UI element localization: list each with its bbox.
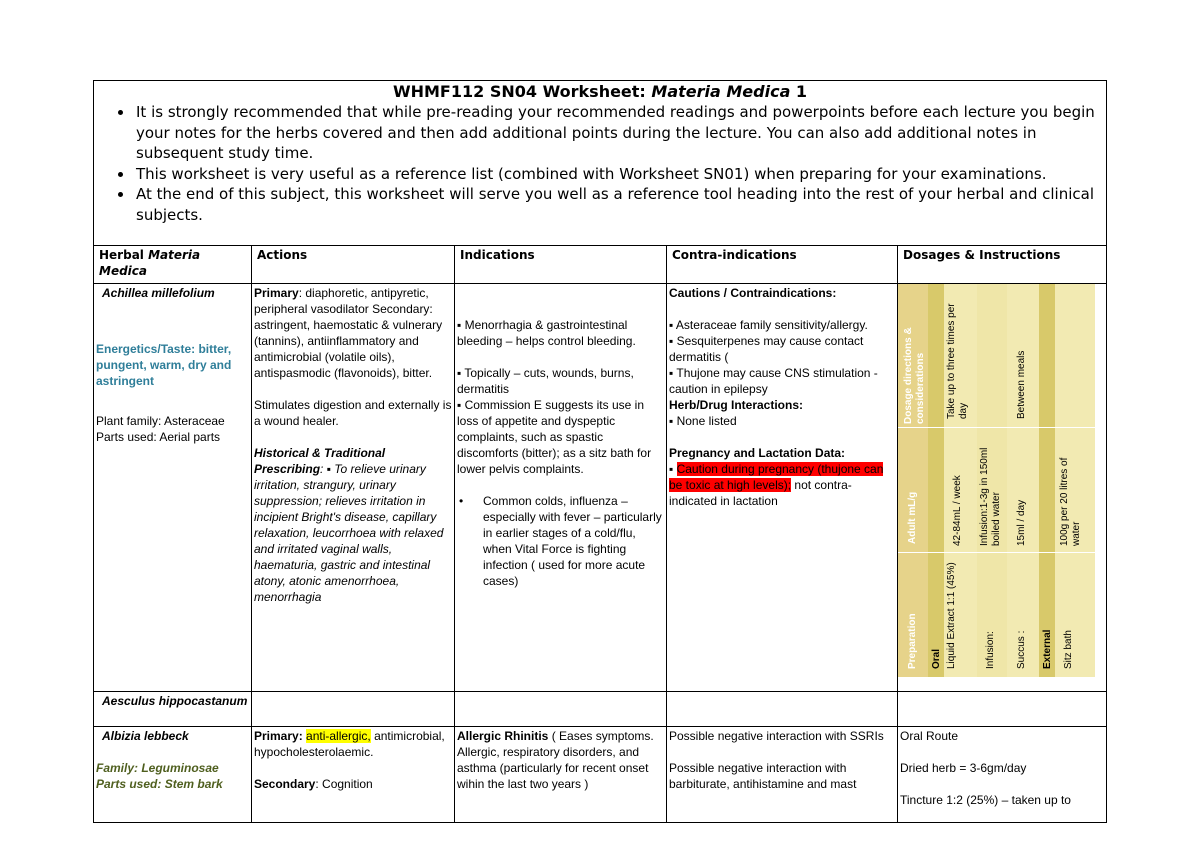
- contra-cell-albizia: [667, 727, 898, 823]
- indication-item: ▪ Commission E suggests its use in loss of appetite and dyspeptic complaints, such as spastic discomforts (bitter); as a sitz bath for lower pelvis complaints.: [457, 398, 652, 476]
- herb-cell-aesculus: [94, 692, 252, 727]
- col-header-herbal-b: Materia Medica: [99, 248, 201, 278]
- table-row: [94, 727, 1107, 823]
- indication-label: Allergic Rhinitis: [457, 729, 549, 743]
- energetics-text: Energetics/Taste: bitter, pungent, warm, dry and astringent: [96, 342, 232, 388]
- actions-primary: [254, 728, 452, 760]
- dose-succus-amount: 15ml / day: [1016, 499, 1027, 546]
- dose-external: External: [1042, 629, 1053, 669]
- pregnancy-lactation-text: not contra-indicated in lactation: [669, 478, 852, 508]
- dose-item: Dried herb = 3-6gm/day: [900, 761, 1027, 775]
- table-row: [94, 692, 1107, 727]
- title-italic: Materia Medica: [651, 82, 791, 101]
- parts-used: Parts used: Aerial parts: [96, 430, 221, 444]
- dose-succus: Succus :: [1016, 630, 1027, 669]
- worksheet-header: [94, 81, 1107, 246]
- dose-item: Tincture 1:2 (25%) – taken up to: [900, 793, 1071, 807]
- worksheet-page: [93, 80, 1106, 823]
- instruction-list: [98, 102, 1102, 225]
- table-row: [94, 284, 1107, 692]
- pregnancy-item: [669, 461, 895, 509]
- instruction-item: • At the end of this subject, this worksheet will serve you well as a reference tool heading into the rest of your herbal and clinical subjects.: [134, 184, 1102, 225]
- herb-name: Albizia lebbeck: [102, 729, 189, 743]
- secondary-label: Secondary: [254, 777, 316, 791]
- herb-name: Aesculus hippocastanum: [102, 694, 248, 708]
- dose-header-directions: Dosage directions & considerations: [903, 327, 926, 424]
- dose-divider: [898, 427, 1096, 428]
- actions-cell-albizia: [252, 727, 455, 823]
- herb-cell-achillea: [94, 284, 252, 692]
- actions-cell-aesculus: [252, 692, 455, 727]
- actions-cell-achillea: [252, 284, 455, 692]
- actions-secondary: [254, 776, 452, 792]
- col-header-indications: Indications: [455, 246, 667, 284]
- dose-infusion-amount: Infusion:1-3g in 150ml boiled water: [979, 447, 1002, 546]
- dose-liquid-extract-directions: Take up to three times per day: [946, 303, 969, 419]
- dose-liquid-extract: Liquid Extract 1:1 (45%): [946, 562, 957, 669]
- indications-cell-albizia: [455, 727, 667, 823]
- herbdrug-item: ▪ None listed: [669, 414, 737, 428]
- indication-item: [457, 493, 664, 589]
- col-header-dosages: Dosages & Instructions: [898, 246, 1107, 284]
- secondary-text: : Cognition: [315, 777, 373, 791]
- contra-item: ▪ Sesquiterpenes may cause contact dermatitis (: [669, 334, 864, 364]
- col-header-herbal: [94, 246, 252, 284]
- contra-item: ▪ Asteraceae family sensitivity/allergy.: [669, 318, 868, 332]
- indications-cell-aesculus: [455, 692, 667, 727]
- primary-label: Primary: [254, 286, 299, 300]
- indication-text: ( Eases symptoms. Allergic, respiratory disorders, and asthma (particularly for recent onset wihin the last two years ): [457, 729, 654, 791]
- dosage-table-image: [898, 284, 1098, 677]
- family-parts-text: Family: Leguminosae Parts used: Stem bark: [96, 761, 223, 791]
- bullet: •: [459, 494, 464, 508]
- dose-succus-directions: Between meals: [1016, 350, 1027, 419]
- dose-strip-external: [1039, 284, 1055, 677]
- historical-prescribing: [254, 445, 452, 605]
- dosage-cell-achillea: [898, 284, 1107, 692]
- contra-item: ▪ Thujone may cause CNS stimulation - caution in epilepsy: [669, 366, 878, 396]
- contra-heading: Cautions / Contraindications:: [669, 286, 837, 300]
- col-header-actions: Actions: [252, 246, 455, 284]
- historical-label: Historical & Traditional Prescribing: [254, 446, 386, 476]
- indication-item: ▪ Topically – cuts, wounds, burns, dermatitis: [457, 366, 634, 396]
- dose-liquid-extract-amount: 42-84mL / week: [952, 475, 963, 546]
- worksheet-table: [93, 80, 1107, 823]
- indication-item: [457, 728, 664, 792]
- herb-cell-albizia: [94, 727, 252, 823]
- actions-primary: [254, 285, 452, 381]
- primary-text: : diaphoretic, antipyretic, peripheral vasodilator Secondary: astringent, haemostatic & vulnerary (tannins), antiinflammatory and antimicrobial (volatile oils), antispasmodic (flavonoids), bitter.: [254, 286, 443, 380]
- actions-stimulates: Stimulates digestion and externally is a wound healer.: [254, 398, 452, 428]
- bullet: ▪: [669, 462, 677, 476]
- herb-name: Achillea millefolium: [102, 286, 215, 300]
- pregnancy-heading: Pregnancy and Lactation Data:: [669, 446, 846, 460]
- dose-strip-oral: [928, 284, 944, 677]
- pregnancy-caution-highlight: Caution during pregnancy (thujone can be toxic at high levels);: [669, 462, 884, 492]
- dose-divider: [898, 552, 1096, 553]
- contra-cell-achillea: [667, 284, 898, 692]
- instruction-item: • This worksheet is very useful as a reference list (combined with Worksheet SN01) when preparing for your examinations.: [134, 164, 1102, 185]
- primary-text: antimicrobial, hypocholesterolaemic.: [254, 729, 445, 759]
- dose-header-preparation: Preparation: [907, 613, 918, 669]
- title-prefix: WHMF112 SN04 Worksheet:: [392, 82, 652, 101]
- historical-text: : ▪ To relieve urinary irritation, strangury, urinary suppression; relieves irritation in incipient Bright's disease, capillary relaxation, leucorrhoea with relaxed and irritated vaginal walls, haematuria, gastric and intestinal atony, atonic amenorrhoea, menorrhagia: [254, 462, 444, 604]
- primary-highlight: anti-allergic,: [306, 729, 371, 743]
- contra-item: Possible negative interaction with barbiturate, antihistamine and mast: [669, 761, 857, 791]
- dose-sitz-bath: Sitz bath: [1063, 630, 1074, 669]
- herbdrug-heading: Herb/Drug Interactions:: [669, 398, 804, 412]
- col-header-contra: Contra-indications: [667, 246, 898, 284]
- indications-cell-achillea: [455, 284, 667, 692]
- dose-strip-succus: [1007, 284, 1039, 677]
- dose-item: Oral Route: [900, 729, 959, 743]
- dosage-cell-albizia: [898, 727, 1107, 823]
- contra-cell-aesculus: [667, 692, 898, 727]
- contra-item: Possible negative interaction with SSRIs: [669, 729, 884, 743]
- instruction-item: • It is strongly recommended that while pre-reading your recommended readings and powerpoints before each lecture you begin your notes for the herbs covered and then add additional points during the lecture. You can also add additional notes in subsequent study time.: [134, 102, 1102, 164]
- dose-infusion: Infusion:: [985, 631, 996, 669]
- dose-header-adult: Adult mL/g: [907, 491, 918, 544]
- plant-family: Plant family: Asteraceae: [96, 414, 225, 428]
- col-header-herbal-a: Herbal: [99, 248, 149, 262]
- dose-oral: Oral: [931, 648, 942, 669]
- dosage-cell-aesculus: [898, 692, 1107, 727]
- dose-sitz-amount: 100g per 20 litres of water: [1059, 457, 1082, 546]
- title-suffix: 1: [790, 82, 808, 101]
- indication-item: ▪ Menorrhagia & gastrointestinal bleeding – helps control bleeding.: [457, 318, 636, 348]
- worksheet-title: [98, 81, 1102, 102]
- primary-label: Primary:: [254, 729, 307, 743]
- column-header-row: [94, 246, 1107, 284]
- indication-text: Common colds, influenza – especially with fever – particularly in earlier stages of a cold/flu, when Vital Force is fighting infection ( used for more acute cases): [483, 494, 662, 588]
